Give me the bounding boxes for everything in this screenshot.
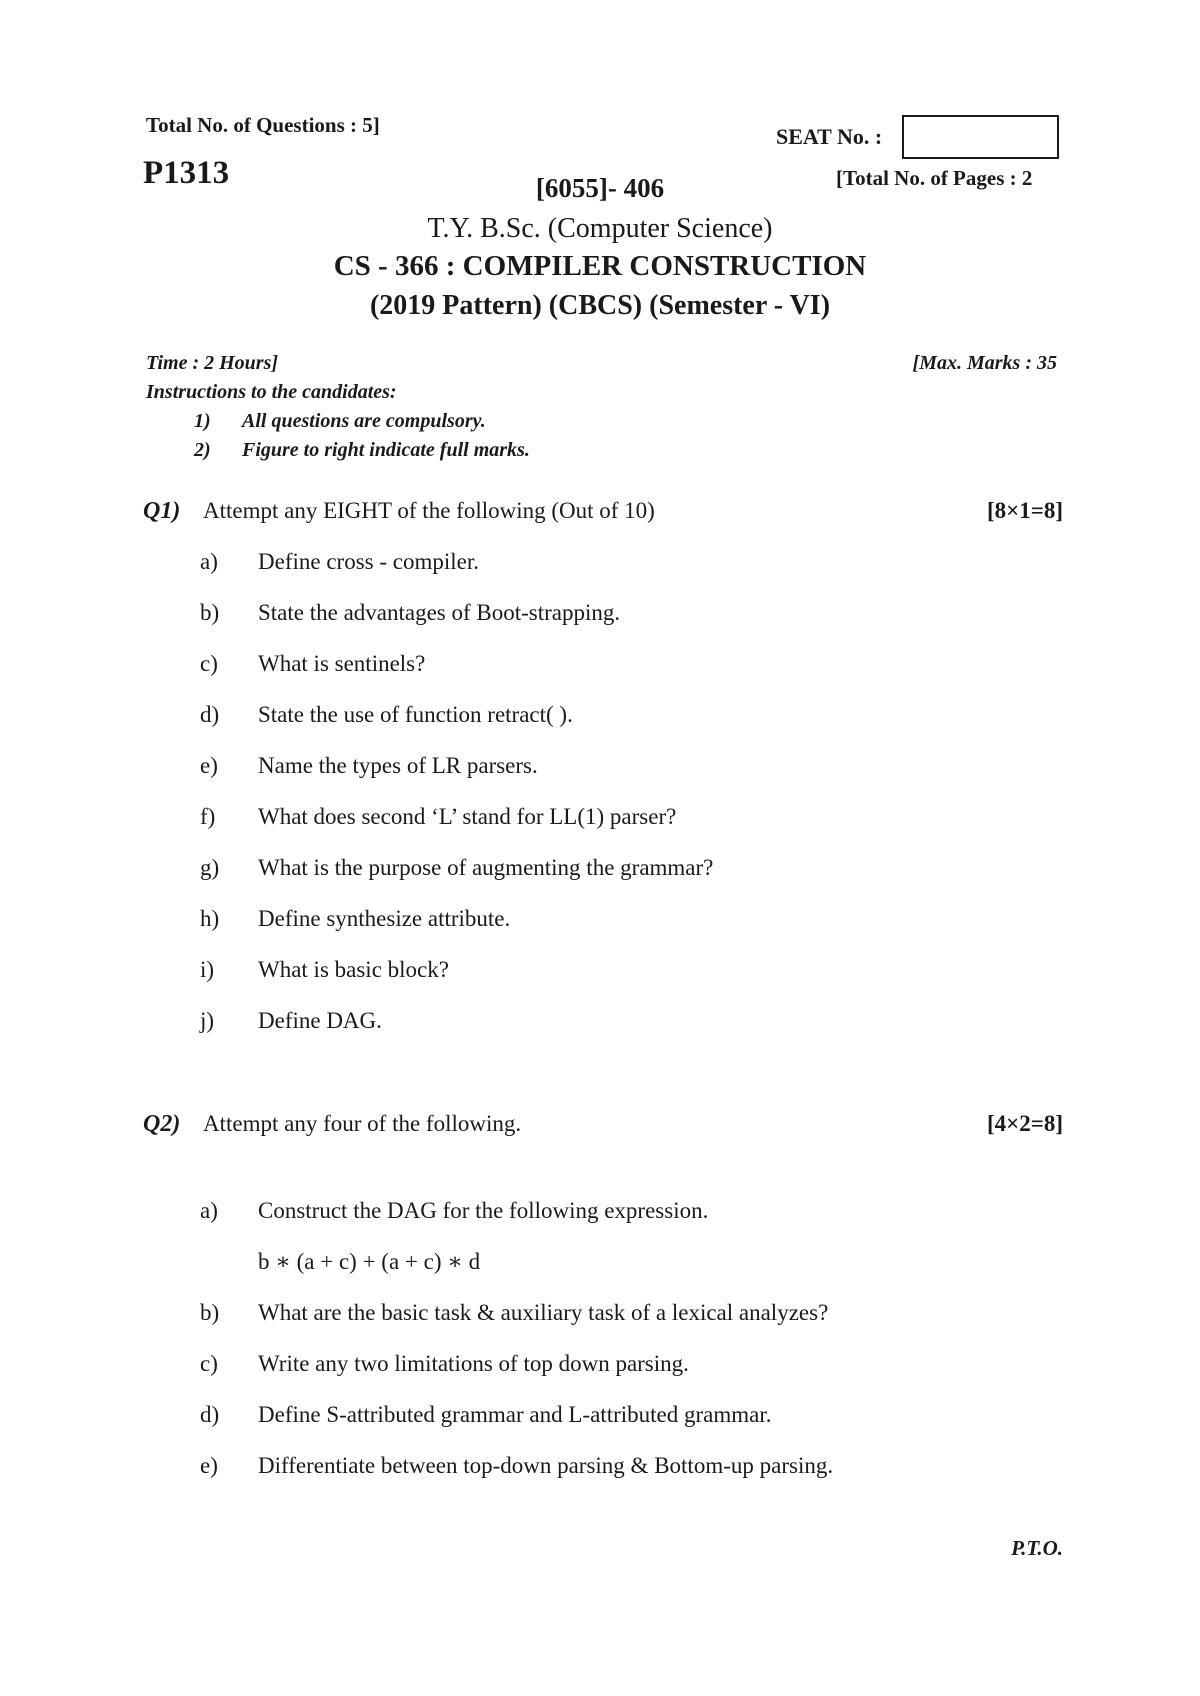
question-number: Q2) <box>143 1111 181 1137</box>
total-pages: [Total No. of Pages : 2 <box>836 166 1033 190</box>
item-text: What is sentinels? <box>258 651 426 676</box>
item-label: c) <box>200 1351 218 1376</box>
item-text: Define DAG. <box>258 1008 382 1033</box>
item-label: a) <box>200 549 218 574</box>
item-label: f) <box>200 804 216 829</box>
item-label: i) <box>200 957 215 982</box>
pattern-line: (2019 Pattern) (CBCS) (Semester - VI) <box>369 290 831 321</box>
instruction-number: 1) <box>194 410 211 432</box>
item-label: e) <box>200 753 218 778</box>
time-allowed: Time : 2 Hours] <box>146 352 279 374</box>
instruction-number: 2) <box>194 439 211 461</box>
q2-item <box>200 1351 1100 1381</box>
item-text: Define synthesize attribute. <box>258 906 511 931</box>
q1-item <box>200 549 1100 579</box>
item-text: Define S-attributed grammar and L-attributed grammar. <box>258 1402 772 1427</box>
instruction-item <box>194 439 894 465</box>
question-2-heading <box>143 1111 943 1141</box>
q1-item <box>200 1008 1100 1038</box>
item-label: j) <box>200 1008 215 1033</box>
item-text: What does second ‘L’ stand for LL(1) parser? <box>258 804 677 829</box>
item-label: g) <box>200 855 220 880</box>
seat-number-box <box>902 115 1059 159</box>
q1-item <box>200 651 1100 681</box>
q2-item <box>200 1453 1100 1483</box>
item-label: b) <box>200 1300 220 1325</box>
q1-item <box>200 753 1100 783</box>
item-text: What is basic block? <box>258 957 449 982</box>
question-1-heading <box>143 498 943 528</box>
instructions-title: Instructions to the candidates: <box>146 381 397 403</box>
item-label: d) <box>200 1402 220 1427</box>
item-label: c) <box>200 651 218 676</box>
instruction-text: Figure to right indicate full marks. <box>242 439 530 461</box>
q1-item <box>200 804 1100 834</box>
item-text: What are the basic task & auxiliary task of a lexical analyzes? <box>258 1300 829 1325</box>
item-text: Write any two limitations of top down parsing. <box>258 1351 689 1376</box>
q1-item <box>200 702 1100 732</box>
max-marks: [Max. Marks : 35 <box>912 352 1057 374</box>
question-1-marks: [8×1=8] <box>986 498 1063 523</box>
instruction-text: All questions are compulsory. <box>242 410 486 432</box>
q2-item <box>200 1402 1100 1432</box>
question-text: Attempt any four of the following. <box>203 1111 522 1136</box>
item-text: Define cross - compiler. <box>258 549 479 574</box>
q2-item <box>200 1300 1100 1330</box>
instruction-item <box>194 410 894 436</box>
exam-code: [6055]- 406 <box>535 173 665 203</box>
question-2-marks: [4×2=8] <box>986 1111 1063 1136</box>
item-text: Construct the DAG for the following expression. <box>258 1198 709 1223</box>
q2-item <box>200 1198 1100 1228</box>
question-number: Q1) <box>143 498 181 524</box>
item-text: State the use of function retract( ). <box>258 702 573 727</box>
q1-item <box>200 957 1100 987</box>
q1-item <box>200 906 1100 936</box>
item-text: What is the purpose of augmenting the grammar? <box>258 855 714 880</box>
dag-expression: b ∗ (a + c) + (a + c) ∗ d <box>258 1249 481 1274</box>
q1-item <box>200 600 1100 630</box>
item-text: Differentiate between top-down parsing & Bottom-up parsing. <box>258 1453 834 1478</box>
item-label: e) <box>200 1453 218 1478</box>
paper-code: P1313 <box>143 155 230 191</box>
course-title: T.Y. B.Sc. (Computer Science) <box>427 213 773 244</box>
item-text: State the advantages of Boot-strapping. <box>258 600 621 625</box>
total-questions: Total No. of Questions : 5] <box>146 113 380 137</box>
question-text: Attempt any EIGHT of the following (Out of 10) <box>203 498 655 523</box>
item-label: d) <box>200 702 220 727</box>
item-text: Name the types of LR parsers. <box>258 753 538 778</box>
seat-number-label: SEAT No. : <box>776 124 883 149</box>
item-label: h) <box>200 906 220 931</box>
item-label: b) <box>200 600 220 625</box>
q1-item <box>200 855 1100 885</box>
item-label: a) <box>200 1198 218 1223</box>
pto-note: P.T.O. <box>1011 1536 1063 1560</box>
subject-title: CS - 366 : COMPILER CONSTRUCTION <box>333 250 867 282</box>
